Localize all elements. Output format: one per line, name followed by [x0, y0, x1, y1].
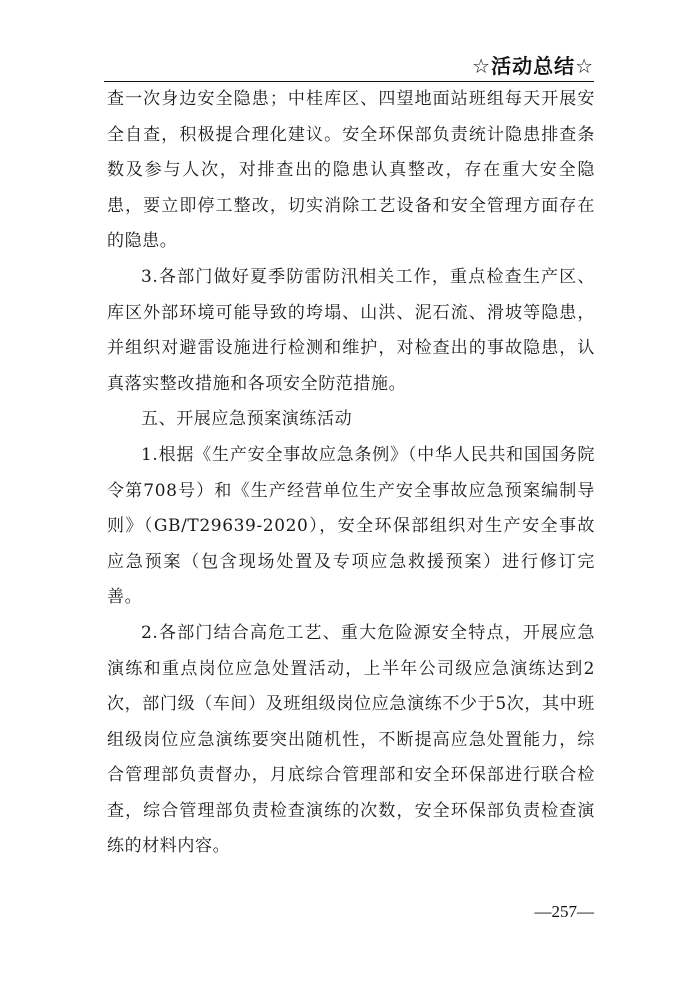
section-heading-5: 五、开展应急预案演练活动 [141, 409, 353, 430]
paragraph-item-2: 2.各部门结合高危工艺、重大危险源安全特点，开展应急演练和重点岗位应急处置活动，上半年公司级应急演练达到2次，部门级（车间）及班组级岗位应急演练不少于5次，其中班组级岗位应急演练要突出随机性，不断提高应急处置能力，综合管理部负责督办，月底综合管理部和安全环保部进行联合检查，综合管理部负责检查演练的次数，安全环保部负责检查演练的材料内容。 [107, 622, 595, 857]
body-text [107, 82, 595, 865]
paragraph-item-1: 1.根据《生产安全事故应急条例》（中华人民共和国国务院令第708号）和《生产经营单位生产安全事故应急预案编制导则》（GB/T29639-2020），安全环保部组织对生产安全事故应急预案（包含现场处置及专项应急救援预案）进行修订完善。 [107, 444, 595, 608]
page-number: —257— [534, 902, 594, 921]
paragraph-continuation: 查一次身边安全隐患；中桂库区、四望地面站班组每天开展安全自查，积极提合理化建议。安全环保部负责统计隐患排查条数及参与人次，对排查出的隐患认真整改，存在重大安全隐患，要立即停工整改，切实消除工艺设备和安全管理方面存在的隐患。 [107, 89, 595, 252]
paragraph-item-3: 3.各部门做好夏季防雷防汛相关工作，重点检查生产区、库区外部环境可能导致的垮塌、山洪、泥石流、滑坡等隐患，并组织对避雷设施进行检测和维护，对检查出的事故隐患，认真落实整改措施和各项安全防范措施。 [107, 266, 595, 394]
header-title: ☆活动总结☆ [472, 54, 594, 78]
